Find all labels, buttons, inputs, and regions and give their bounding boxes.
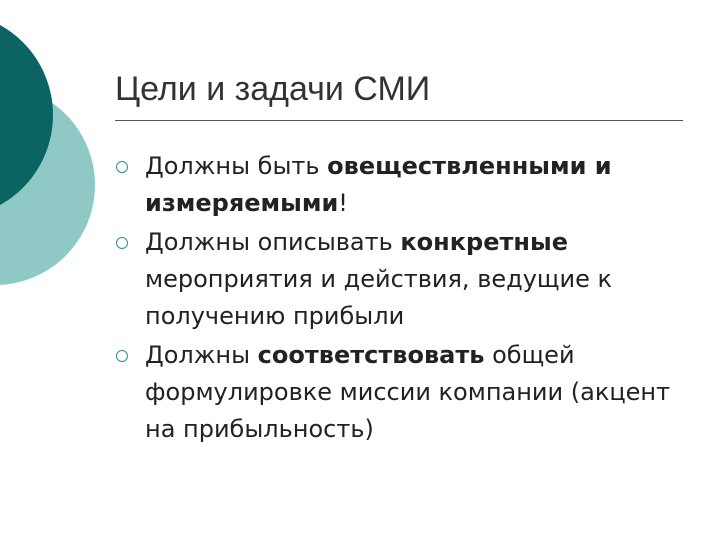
circle-outline-icon (116, 350, 128, 362)
bullet-text: Должны (145, 341, 258, 369)
bullet-item (115, 224, 685, 335)
bullet-item (115, 337, 685, 448)
bullet-text: ! (338, 189, 348, 217)
bullet-text: Должны описывать (145, 228, 401, 256)
bullet-emphasis: овеществленными и измеряемыми (145, 152, 612, 217)
bullet-list (115, 148, 685, 450)
circle-outline-icon (116, 237, 128, 249)
bullet-emphasis: конкретные (400, 228, 568, 256)
bullet-item (115, 148, 685, 222)
bullet-text: общей формулировке миссии компании (акцент на прибыльность) (145, 341, 671, 443)
bullet-text: мероприятия и действия, ведущие к получению прибыли (145, 265, 612, 330)
bullet-text: Должны быть (145, 152, 328, 180)
title-divider (115, 120, 683, 121)
bullet-emphasis: соответствовать (257, 341, 485, 369)
circle-outline-icon (116, 161, 128, 173)
slide-title: Цели и задачи СМИ (115, 70, 431, 108)
